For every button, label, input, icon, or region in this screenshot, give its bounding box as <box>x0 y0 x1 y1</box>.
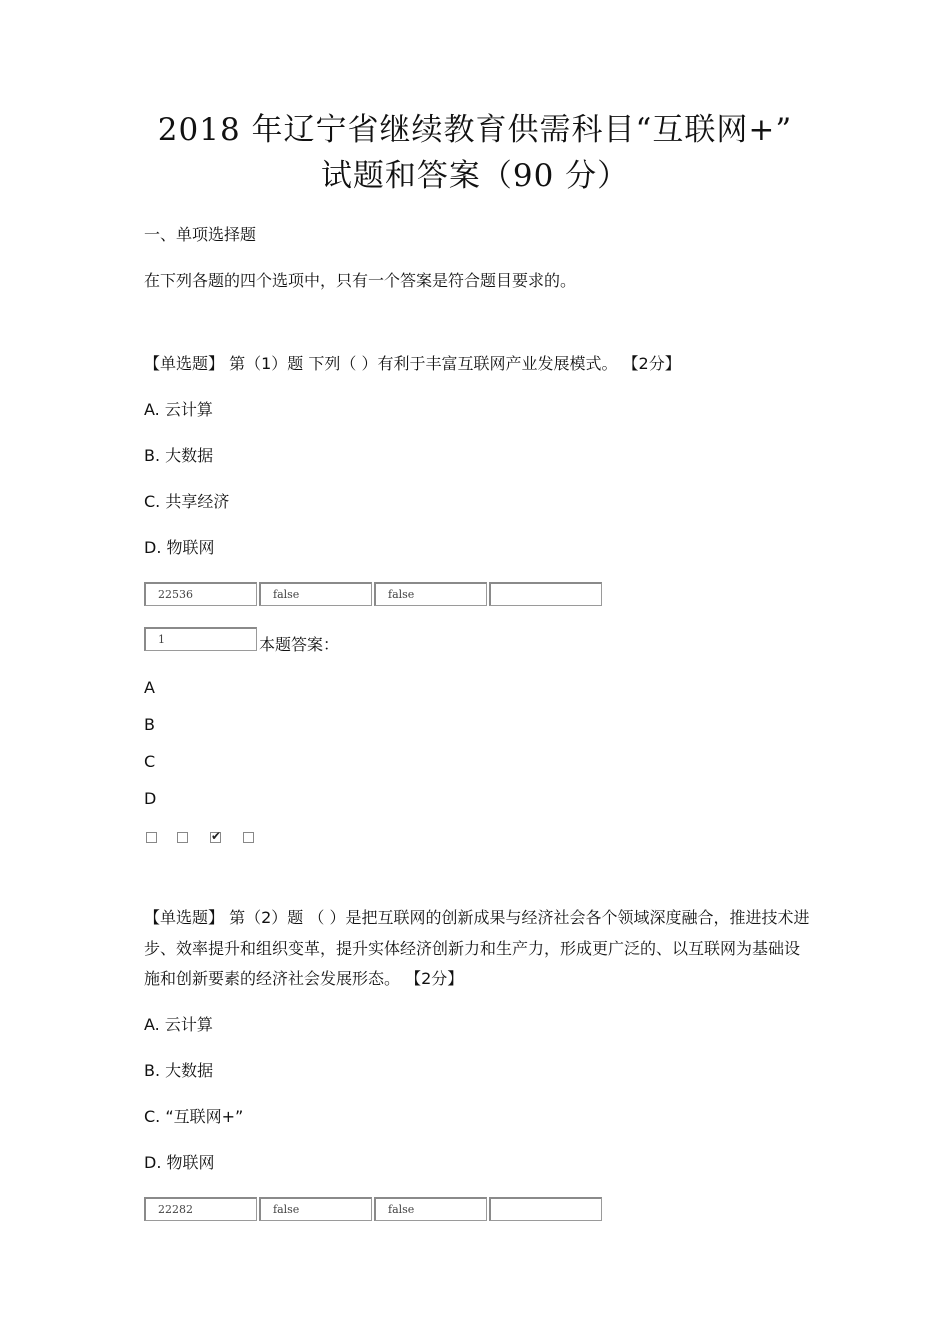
question-1-answer-letter-d: D <box>144 789 157 808</box>
question-2-option-d: D. 物联网 <box>144 1153 215 1172</box>
question-2-option-a: A. 云计算 <box>144 1015 213 1034</box>
question-1-checkbox-a[interactable] <box>146 832 157 843</box>
question-2-empty-field[interactable] <box>489 1197 602 1221</box>
question-1-answer-letter-c: C <box>144 752 156 771</box>
question-1-option-d: D. 物联网 <box>144 538 215 557</box>
question-1-checkbox-d[interactable] <box>243 832 254 843</box>
question-1-flag-field-2[interactable]: false <box>374 582 487 606</box>
question-2-id-field[interactable]: 22282 <box>144 1197 257 1221</box>
question-1-empty-field[interactable] <box>489 582 602 606</box>
document-title-line-2: 试题和答案（90 分） <box>320 158 630 194</box>
question-1-option-a: A. 云计算 <box>144 400 213 419</box>
question-1-checkbox-c[interactable] <box>210 829 222 843</box>
question-2-stem: 【单选题】 第（2）题 （ ）是把互联网的创新成果与经济社会各个领域深度融合，推进技术进步、效率提升和组织变革，提升实体经济创新力和生产力，形成更广泛的、以互联网为基础设施和创新要素的经济社会发展形态。 【2分】 <box>144 908 810 988</box>
question-1-stem: 【单选题】 第（1）题 下列（ ）有利于丰富互联网产业发展模式。 【2分】 <box>144 354 681 373</box>
question-1-answer-letter-b: B <box>144 715 155 734</box>
question-1-index-field[interactable]: 1 <box>144 627 257 651</box>
question-1-answer-letter-a: A <box>144 678 155 697</box>
question-2-flag-field-1[interactable]: false <box>259 1197 372 1221</box>
question-1-option-c: C. 共享经济 <box>144 492 230 511</box>
question-1-answer-label: 本题答案： <box>259 635 340 654</box>
question-2-option-c: C. “互联网+” <box>144 1107 244 1126</box>
section-heading: 一、单项选择题 <box>144 225 257 244</box>
section-instruction: 在下列各题的四个选项中，只有一个答案是符合题目要求的。 <box>144 271 577 290</box>
question-2-flag-field-2[interactable]: false <box>374 1197 487 1221</box>
question-1-id-field[interactable]: 22536 <box>144 582 257 606</box>
checkmark-icon: ✔ <box>211 829 222 843</box>
question-1-flag-field-1[interactable]: false <box>259 582 372 606</box>
question-1-checkbox-b[interactable] <box>177 832 188 843</box>
document-title-line-1: 2018 年辽宁省继续教育供需科目“互联网+” <box>157 112 793 148</box>
question-1-option-b: B. 大数据 <box>144 446 214 465</box>
question-2-option-b: B. 大数据 <box>144 1061 214 1080</box>
